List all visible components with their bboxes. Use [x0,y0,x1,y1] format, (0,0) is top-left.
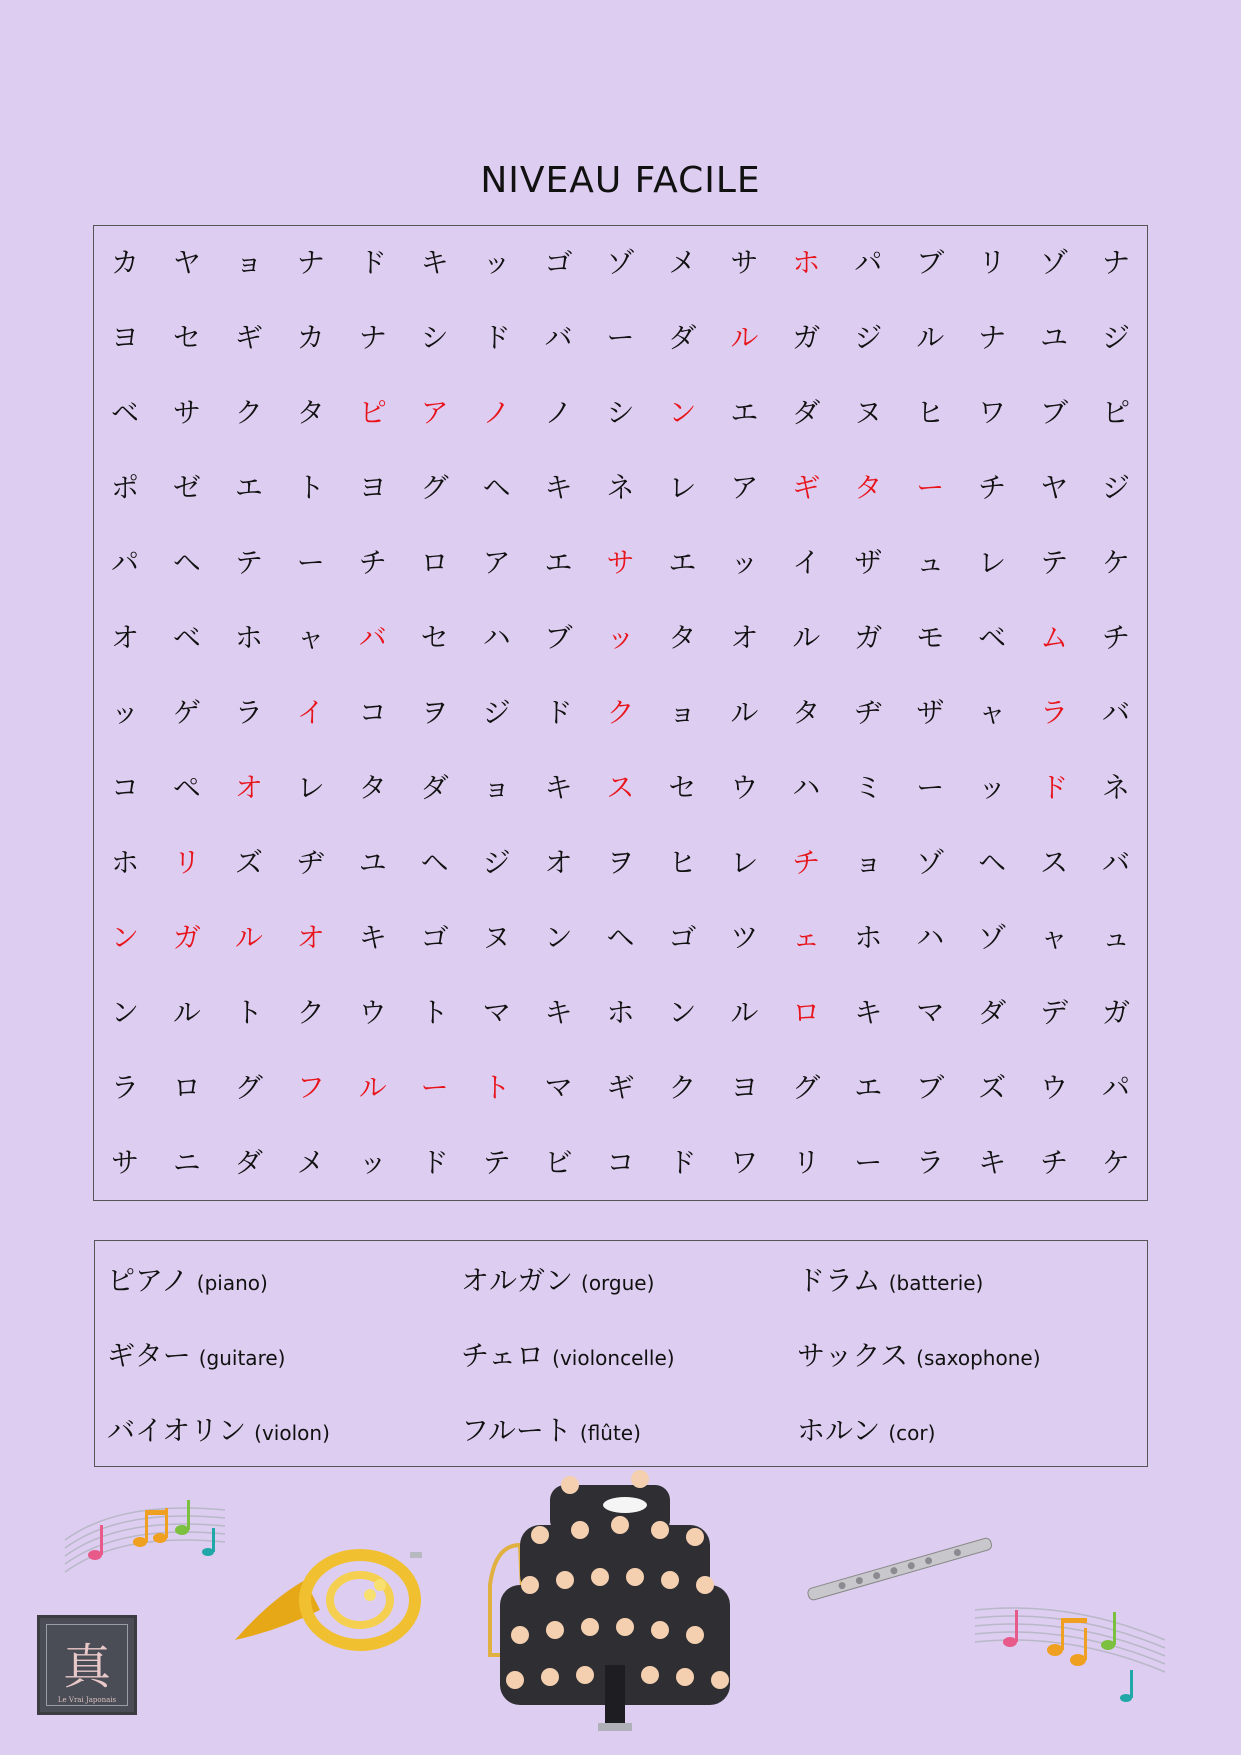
grid-cell: ト [482,1070,511,1104]
grid-cell: ヨ [110,321,139,355]
logo-kanji: 真 [62,1639,111,1695]
grid-cell: シ [606,396,635,430]
grid-cell: シ [420,321,449,355]
word-japanese: ギター [107,1339,191,1372]
grid-cell: ク [296,995,325,1029]
grid-cell: ジ [1102,321,1131,355]
grid-cell: ラ [234,695,263,729]
grid-cell: ホ [234,621,263,655]
grid-cell: サ [110,1145,139,1179]
grid-cell: ザ [916,695,945,729]
grid-cell: ギ [234,321,263,355]
grid-cell: ホ [606,995,635,1029]
grid-cell: チ [792,845,821,879]
grid-cell: ク [668,1070,697,1104]
grid-cell: ル [730,995,759,1029]
grid-cell: ヒ [668,845,697,879]
grid-cell: マ [482,995,511,1029]
grid-cell: キ [544,770,573,804]
grid-cell: ハ [792,770,821,804]
grid-cell: ゾ [1040,246,1069,280]
grid-cell: ル [730,321,759,355]
grid-cell: ワ [978,396,1007,430]
grid-cell: セ [668,770,697,804]
word-japanese: オルガン [461,1264,574,1297]
grid-cell: ー [916,770,945,804]
word-item [797,1259,983,1299]
grid-cell: エ [234,471,263,505]
grid-cell: ヨ [358,471,387,505]
word-japanese: ホルン [797,1414,881,1447]
grid-cell: ョ [482,770,511,804]
grid-cell: キ [544,471,573,505]
word-french: (orgue) [581,1271,655,1295]
grid-cell: ー [916,471,945,505]
grid-cell: ケ [1102,546,1131,580]
grid-cell: リ [978,246,1007,280]
grid-cell: キ [854,995,883,1029]
grid-cell: ヨ [730,1070,759,1104]
grid-cell: ウ [358,995,387,1029]
grid-cell: ゼ [172,471,201,505]
word-search-grid [94,226,1147,1200]
grid-cell: ホ [792,246,821,280]
grid-cell: ド [668,1145,697,1179]
grid-cell: ャ [296,621,325,655]
grid-cell: ユ [358,845,387,879]
page-title: NIVEAU FACILE [480,160,761,201]
grid-cell: ホ [110,845,139,879]
grid-cell: イ [296,695,325,729]
word-japanese: ピアノ [107,1264,189,1297]
grid-cell: グ [234,1070,263,1104]
grid-cell: ノ [482,396,511,430]
grid-cell: ガ [854,621,883,655]
grid-cell: リ [792,1145,821,1179]
grid-cell: セ [420,621,449,655]
grid-cell: ベ [978,621,1007,655]
grid-cell: タ [854,471,883,505]
grid-cell: ポ [110,471,139,505]
grid-cell: ウ [730,770,759,804]
grid-cell: ナ [978,321,1007,355]
grid-cell: ヤ [1040,471,1069,505]
grid-cell: ジ [854,321,883,355]
grid-cell: ノ [544,396,573,430]
grid-cell: ズ [978,1070,1007,1104]
word-french: (violoncelle) [552,1346,675,1370]
grid-cell: ワ [730,1145,759,1179]
grid-cell: ブ [916,1070,945,1104]
word-japanese: サックス [797,1339,909,1372]
grid-cell: ハ [482,621,511,655]
grid-cell: ラ [916,1145,945,1179]
grid-cell: レ [730,845,759,879]
grid-cell: ゾ [606,246,635,280]
grid-cell: ジ [482,845,511,879]
grid-cell: ジ [482,695,511,729]
grid-cell: チ [1040,1145,1069,1179]
grid-cell: エ [854,1070,883,1104]
grid-cell: ゾ [978,920,1007,954]
grid-cell: バ [1102,695,1131,729]
grid-cell: ン [544,920,573,954]
grid-cell: ヘ [606,920,635,954]
grid-cell: ズ [234,845,263,879]
grid-cell: ヘ [172,546,201,580]
grid-cell: フ [296,1070,325,1104]
grid-cell: ク [234,396,263,430]
grid-cell: オ [730,621,759,655]
grid-cell: ホ [854,920,883,954]
grid-cell: サ [606,546,635,580]
grid-cell: ヲ [420,695,449,729]
word-japanese: バイオリン [107,1414,247,1447]
grid-cell: ア [420,396,449,430]
grid-cell: ヲ [606,845,635,879]
grid-cell: ネ [606,471,635,505]
word-search-grid-frame [93,225,1148,1201]
grid-cell: ダ [668,321,697,355]
grid-cell: ガ [1102,995,1131,1029]
word-item [797,1409,935,1449]
grid-cell: ル [358,1070,387,1104]
grid-cell: タ [668,621,697,655]
grid-cell: ル [916,321,945,355]
grid-cell: マ [544,1070,573,1104]
grid-cell: タ [792,695,821,729]
site-logo [37,1615,137,1715]
word-item [461,1334,675,1374]
grid-cell: ロ [792,995,821,1029]
grid-cell: ア [482,546,511,580]
grid-cell: ダ [234,1145,263,1179]
word-french: (flûte) [579,1421,641,1445]
grid-cell: ナ [296,246,325,280]
grid-cell: コ [606,1145,635,1179]
word-french: (batterie) [888,1271,984,1295]
grid-cell: ト [420,995,449,1029]
grid-cell: ル [234,920,263,954]
grid-cell: コ [110,770,139,804]
grid-cell: ラ [1040,695,1069,729]
grid-cell: ヘ [978,845,1007,879]
grid-cell: ッ [730,546,759,580]
grid-cell: オ [110,621,139,655]
grid-cell: ド [358,246,387,280]
orchestra-illustration [480,1465,750,1735]
french-horn-icon [230,1540,430,1660]
grid-cell: エ [668,546,697,580]
grid-cell: サ [730,246,759,280]
grid-cell: テ [1040,546,1069,580]
grid-cell: レ [296,770,325,804]
grid-cell: ッ [978,770,1007,804]
grid-cell: ナ [1102,246,1131,280]
word-item [461,1259,654,1299]
grid-cell: ユ [1040,321,1069,355]
grid-cell: ヂ [296,845,325,879]
grid-cell: ー [606,321,635,355]
grid-cell: ナ [358,321,387,355]
grid-cell: ゾ [916,845,945,879]
grid-cell: チ [1102,621,1131,655]
grid-cell: ル [792,621,821,655]
grid-cell: ピ [1102,396,1131,430]
grid-cell: キ [358,920,387,954]
grid-cell: ヘ [420,845,449,879]
grid-cell: ベ [172,621,201,655]
grid-cell: ゴ [420,920,449,954]
grid-cell: メ [668,246,697,280]
grid-cell: ン [110,920,139,954]
grid-cell: ュ [916,546,945,580]
grid-cell: ガ [792,321,821,355]
grid-cell: ス [606,770,635,804]
grid-cell: エ [544,546,573,580]
grid-cell: ブ [544,621,573,655]
grid-cell: キ [978,1145,1007,1179]
word-item [461,1409,641,1449]
word-french: (guitare) [198,1346,286,1370]
word-french: (piano) [196,1271,268,1295]
grid-cell: パ [1102,1070,1131,1104]
grid-cell: レ [978,546,1007,580]
grid-cell: ャ [1040,920,1069,954]
grid-cell: ク [606,695,635,729]
grid-cell: リ [172,845,201,879]
grid-cell: ダ [792,396,821,430]
grid-cell: カ [296,321,325,355]
grid-cell: ピ [358,396,387,430]
grid-cell: コ [358,695,387,729]
grid-cell: ダ [978,995,1007,1029]
grid-cell: ベ [110,396,139,430]
grid-cell: ッ [358,1145,387,1179]
grid-cell: ョ [854,845,883,879]
grid-cell: ル [172,995,201,1029]
grid-cell: ム [1040,621,1069,655]
grid-cell: オ [234,770,263,804]
grid-cell: バ [1102,845,1131,879]
grid-cell: ド [544,695,573,729]
grid-cell: オ [544,845,573,879]
grid-cell: ヌ [482,920,511,954]
grid-cell: モ [916,621,945,655]
grid-cell: ヘ [482,471,511,505]
grid-cell: メ [296,1145,325,1179]
grid-cell: ニ [172,1145,201,1179]
grid-cell: サ [172,396,201,430]
grid-cell: ゴ [668,920,697,954]
grid-cell: バ [544,321,573,355]
word-french: (saxophone) [916,1346,1041,1370]
grid-cell: チ [358,546,387,580]
grid-cell: テ [234,546,263,580]
grid-cell: ト [296,471,325,505]
grid-cell: ェ [792,920,821,954]
grid-cell: オ [296,920,325,954]
grid-cell: ヌ [854,396,883,430]
grid-cell: ト [234,995,263,1029]
grid-cell: レ [668,471,697,505]
grid-cell: ョ [234,246,263,280]
grid-cell: ド [420,1145,449,1179]
grid-cell: ハ [916,920,945,954]
grid-cell: ョ [668,695,697,729]
word-item [107,1334,285,1374]
grid-cell: ギ [792,471,821,505]
grid-cell: ッ [110,695,139,729]
grid-cell: ュ [1102,920,1131,954]
grid-cell: ル [730,695,759,729]
grid-cell: パ [854,246,883,280]
grid-cell: テ [482,1145,511,1179]
grid-cell: セ [172,321,201,355]
grid-cell: ウ [1040,1070,1069,1104]
grid-cell: カ [110,246,139,280]
grid-cell: ブ [1040,396,1069,430]
grid-cell: マ [916,995,945,1029]
word-french: (violon) [254,1421,330,1445]
grid-cell: キ [420,246,449,280]
grid-cell: ッ [482,246,511,280]
grid-cell: ャ [978,695,1007,729]
word-japanese: ドラム [797,1264,881,1297]
grid-cell: ロ [172,1070,201,1104]
grid-cell: ゲ [172,695,201,729]
word-item [797,1334,1041,1374]
grid-cell: ッ [606,621,635,655]
grid-cell: タ [296,396,325,430]
grid-cell: ー [296,546,325,580]
grid-cell: タ [358,770,387,804]
grid-cell: ロ [420,546,449,580]
grid-cell: ネ [1102,770,1131,804]
grid-cell: ン [110,995,139,1029]
grid-cell: ス [1040,845,1069,879]
grid-cell: ミ [854,770,883,804]
grid-cell: ゴ [544,246,573,280]
grid-cell: ラ [110,1070,139,1104]
grid-cell: ン [668,995,697,1029]
grid-cell: チ [978,471,1007,505]
grid-cell: ヂ [854,695,883,729]
grid-cell: ガ [172,920,201,954]
music-notes-icon [970,1590,1170,1705]
grid-cell: グ [792,1070,821,1104]
grid-cell: キ [544,995,573,1029]
grid-cell: ド [482,321,511,355]
grid-cell: ギ [606,1070,635,1104]
grid-cell: ア [730,471,759,505]
grid-cell: ー [854,1145,883,1179]
word-french: (cor) [888,1421,936,1445]
grid-cell: ヤ [172,246,201,280]
grid-cell: ペ [172,770,201,804]
grid-cell: ー [420,1070,449,1104]
word-japanese: チェロ [461,1339,545,1372]
grid-cell: パ [110,546,139,580]
logo-subtitle: Le Vrai Japonais [57,1696,117,1704]
word-japanese: フルート [461,1414,572,1447]
music-notes-icon [60,1480,230,1580]
grid-cell: ジ [1102,471,1131,505]
grid-cell: ヒ [916,396,945,430]
word-list [94,1240,1148,1467]
word-item [107,1259,268,1299]
grid-cell: イ [792,546,821,580]
grid-cell: ダ [420,770,449,804]
grid-cell: ブ [916,246,945,280]
grid-cell: グ [420,471,449,505]
grid-cell: エ [730,396,759,430]
grid-cell: ケ [1102,1145,1131,1179]
grid-cell: バ [358,621,387,655]
word-item [107,1409,330,1449]
grid-cell: ツ [730,920,759,954]
grid-cell: ド [1040,770,1069,804]
grid-cell: ビ [544,1145,573,1179]
grid-cell: デ [1040,995,1069,1029]
grid-cell: ザ [854,546,883,580]
grid-cell: ン [668,396,697,430]
